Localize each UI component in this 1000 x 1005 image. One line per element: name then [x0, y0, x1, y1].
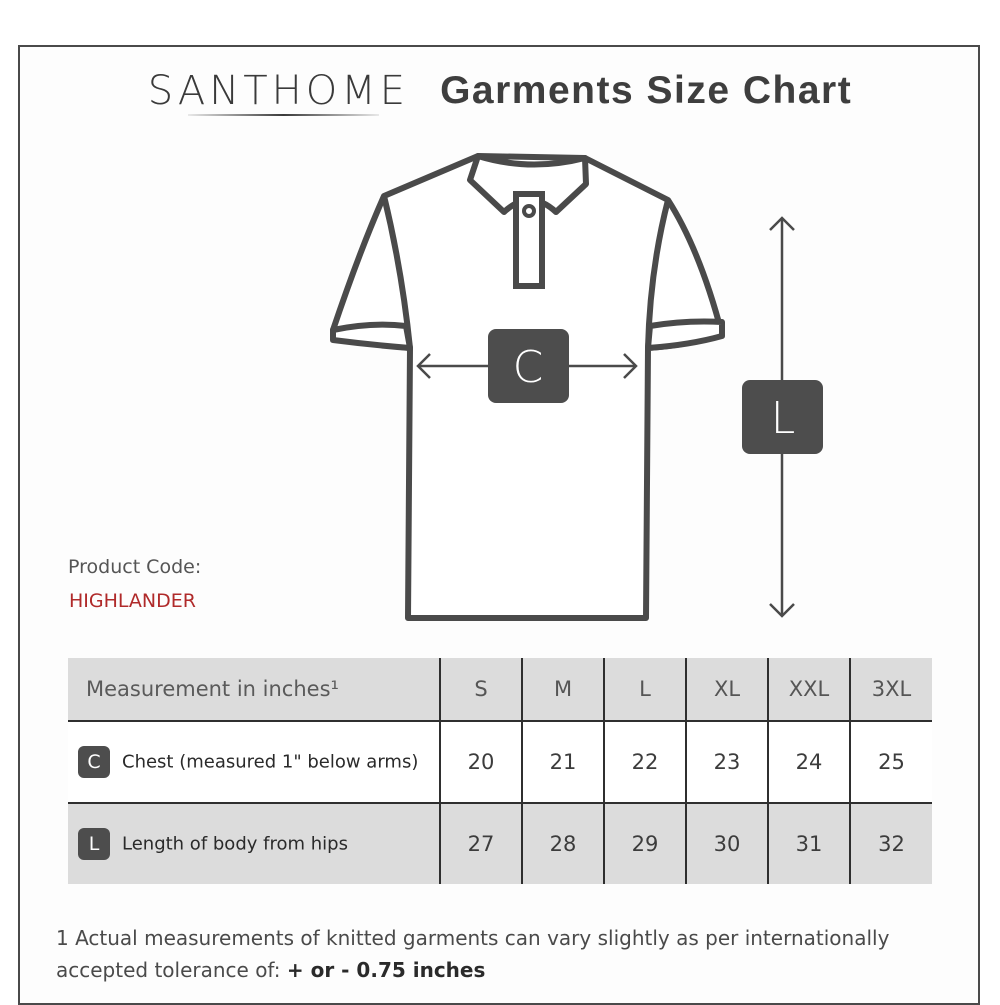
- brand-name: SANTHOME: [147, 68, 409, 114]
- table-cell: 28: [522, 803, 604, 884]
- table-cell: 31: [768, 803, 850, 884]
- table-cell: 25: [850, 721, 932, 803]
- table-header-row: [68, 658, 932, 721]
- footnote-text: 1 Actual measurements of knitted garments can vary slightly as per internationally accepted tolerance of:: [56, 926, 890, 982]
- product-code-value: HIGHLANDER: [69, 590, 196, 612]
- length-badge: L: [78, 828, 110, 860]
- header-measurement-label: Measurement in inches¹: [68, 658, 440, 721]
- length-marker-text: L: [770, 393, 796, 444]
- size-table: [68, 658, 932, 884]
- tolerance-footnote: [56, 922, 956, 986]
- header-size-xxl: XXL: [768, 658, 850, 721]
- chest-marker-text: C: [512, 342, 544, 393]
- table-cell: 27: [440, 803, 522, 884]
- chest-marker-badge: [488, 329, 569, 403]
- table-cell: 32: [850, 803, 932, 884]
- header-size-l: L: [604, 658, 686, 721]
- table-cell: 24: [768, 721, 850, 803]
- header-size-m: M: [522, 658, 604, 721]
- row-label-chest: [68, 721, 440, 803]
- table-cell: 30: [686, 803, 768, 884]
- table-row: [68, 803, 932, 884]
- row-label-length: [68, 803, 440, 884]
- header-size-xl: XL: [686, 658, 768, 721]
- chest-label-text: Chest (measured 1" below arms): [122, 751, 419, 773]
- table-cell: 29: [604, 803, 686, 884]
- chest-badge: C: [78, 746, 110, 778]
- product-code-label: Product Code:: [68, 556, 202, 578]
- footnote-tolerance: + or - 0.75 inches: [286, 958, 486, 982]
- table-cell: 20: [440, 721, 522, 803]
- table-cell: 22: [604, 721, 686, 803]
- length-label-text: Length of body from hips: [122, 833, 348, 855]
- length-marker-badge: [742, 380, 823, 454]
- table-row: [68, 721, 932, 803]
- table-cell: 21: [522, 721, 604, 803]
- header-size-3xl: 3XL: [850, 658, 932, 721]
- table-cell: 23: [686, 721, 768, 803]
- header-size-s: S: [440, 658, 522, 721]
- chart-heading: Garments Size Chart: [440, 69, 853, 112]
